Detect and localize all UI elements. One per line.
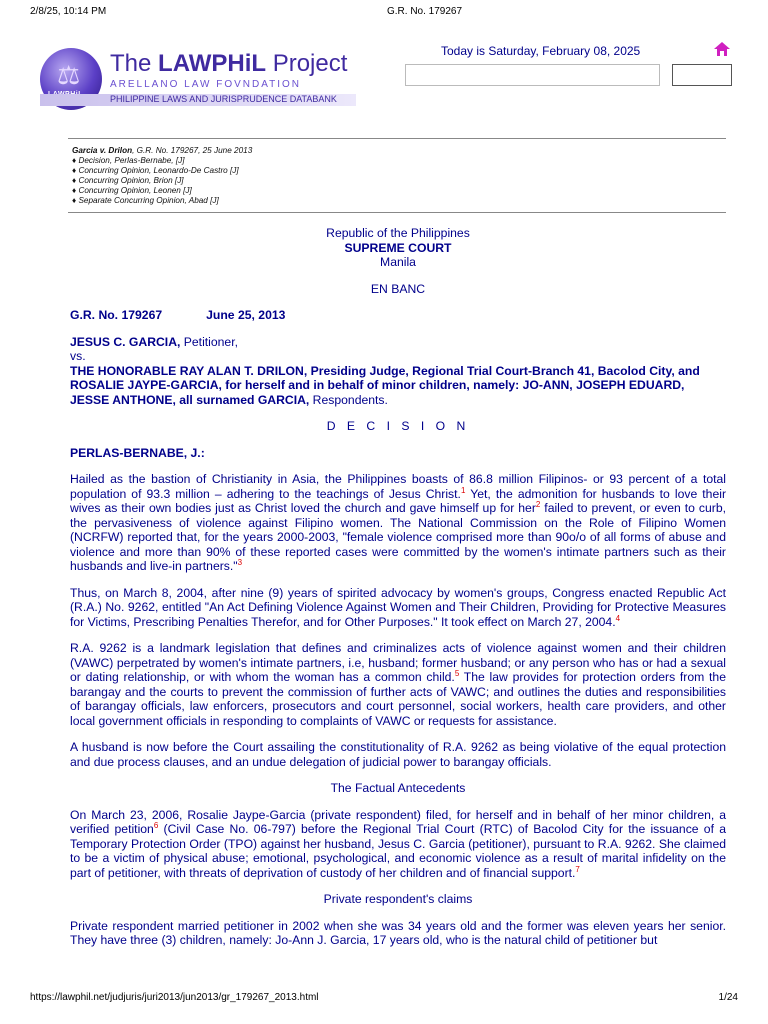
- court-line-3: Manila: [380, 255, 416, 269]
- court-line-1: Republic of the Philippines: [326, 226, 470, 240]
- paragraph-5: On March 23, 2006, Rosalie Jaype-Garcia (private respondent) filed, for herself and in behalf of her minor children, a verified petition$^6$ (Civil Case No. 06-797) before the Regional Trial Court (RTC) of Bacolod City for the issuance of a Temporary Protection Order (TPO) against her husband, Jesus C. Garcia (petitioner), pursuant to R.A. 9262. She claimed to be a victim of physical abuse; emotional, psychological, and economic violence as a result of marital infidelity on the part of petitioner, with threats of deprivation of custody of her children and of financial support.$^7$: [70, 807, 726, 880]
- case-list-header: Garcia v. Drilon, G.R. No. 179267, 25 June 2013: [72, 146, 253, 155]
- footnote-link-7[interactable]: 7: [575, 864, 580, 874]
- paragraph-4: A husband is now before the Court assailing the constitutionality of R.A. 9262 as being violative of the equal protection and due process clauses, and an undue delegation of judicial power to barangay officials.: [70, 740, 726, 769]
- lawphil-logo[interactable]: [40, 48, 360, 110]
- search-input[interactable]: [405, 64, 660, 86]
- print-datetime: 2/8/25, 10:14 PM: [30, 6, 107, 17]
- opinion-link-1[interactable]: ♦ Decision, Perlas-Bernabe, [J]: [72, 156, 185, 165]
- databank-band: PHILIPPINE LAWS AND JURISPRUDENCE DATABANK: [40, 94, 356, 106]
- case-opinions-list: [72, 146, 252, 206]
- court-line-2: SUPREME COURT: [344, 240, 452, 255]
- heading-private-respondent-claims: Private respondent's claims: [323, 892, 473, 906]
- print-url: https://lawphil.net/judjuris/juri2013/jun2013/gr_179267_2013.html: [30, 992, 319, 1003]
- respondents: THE HONORABLE RAY ALAN T. DRILON, Presiding Judge, Regional Trial Court-Branch 41, Bacolod City, and ROSALIE JAYPE-GARCIA, for herself and in behalf of minor children, namely: JO-ANN, JOSEPH EDUARD, JESSE ANTHONE, all surnamed GARCIA, Respondents.: [70, 363, 700, 407]
- footnote-link-2[interactable]: 2: [535, 499, 541, 509]
- footnote-link-5[interactable]: 5: [454, 668, 460, 678]
- print-doc-title: G.R. No. 179267: [387, 6, 463, 17]
- divider-top: [68, 138, 726, 139]
- paragraph-3: R.A. 9262 is a landmark legislation that defines and criminalizes acts of violence against women and their children (VAWC) perpetrated by women's intimate partners, i.e, husband; former husband; or any person who has or had a sexual or dating relationship, or with whom the woman has a common child.$^5$ The law provides for protection orders from the barangay and the courts to prevent the commission of further acts of VAWC; and outlines the duties and responsibilities of barangay officials, law enforcers, prosecutors and court personnel, social workers, health care providers, and other local government officials in responding to complaints of VAWC or requests for assistance.: [70, 641, 726, 728]
- print-page-number: 1/24: [718, 992, 738, 1003]
- search-button[interactable]: [672, 64, 732, 86]
- versus: vs.: [70, 349, 86, 363]
- case-number-line: G.R. No. 179267 June 25, 2013: [70, 308, 286, 322]
- divider-bottom: [68, 212, 726, 213]
- footnote-link-1[interactable]: 1: [460, 485, 466, 495]
- site-title: The LAWPHiL Project: [110, 50, 348, 77]
- today-date: Today is Saturday, February 08, 2025: [441, 44, 641, 58]
- opinion-link-4[interactable]: ♦ Concurring Opinion, Leonen [J]: [72, 186, 192, 195]
- home-icon[interactable]: [714, 42, 730, 56]
- footnote-link-4[interactable]: 4: [615, 613, 621, 623]
- footnote-link-3[interactable]: 3: [237, 557, 243, 567]
- footnote-link-6[interactable]: 6: [153, 820, 159, 830]
- en-banc: EN BANC: [370, 281, 426, 296]
- opinion-link-3[interactable]: ♦ Concurring Opinion, Brion [J]: [72, 176, 184, 185]
- paragraph-2: Thus, on March 8, 2004, after nine (9) years of spirited advocacy by women's groups, Congress enacted Republic Act (R.A.) No. 9262, entitled "An Act Defining Violence Against Women and Their Children, Providing for Protective Measures for Victims, Prescribing Penalties Therefor, and for Other Purposes." It took effect on March 27, 2004.$^4$: [70, 585, 726, 629]
- opinion-link-5[interactable]: ♦ Separate Concurring Opinion, Abad [J]: [72, 196, 219, 205]
- petitioner: JESUS C. GARCIA, Petitioner,: [70, 334, 238, 349]
- ponente: PERLAS-BERNABE, J.:: [70, 445, 205, 460]
- foundation-name: ARELLANO LAW FOVNDATION: [110, 79, 302, 90]
- heading-factual-antecedents: The Factual Antecedents: [330, 781, 466, 795]
- paragraph-6: Private respondent married petitioner in 2002 when she was 34 years old and the former was eleven years her senior. They have three (3) children, namely: Jo-Ann J. Garcia, 17 years old, who is the natural child of petitioner but: [70, 918, 726, 947]
- scales-icon: ⚖: [57, 60, 81, 90]
- decision-content: [70, 226, 726, 948]
- paragraph-1: Hailed as the bastion of Christianity in Asia, the Philippines boasts of 86.8 million Filipinos- or 93 percent of a total population of 93.3 million – adhering to the teachings of Jesus Christ.$^1$ Yet, the admonition for husbands to love their wives as their own bodies just as Christ loved the church and gave himself up for her$^2$ failed to prevent, or even to curb, the pervasiveness of violence against Filipino women. The National Commission on the Role of Filipino Women (NCRFW) reported that, for the years 2000-2003, "female violence comprised more than 90o/o of all forms of abuse and violence and more than 90% of these reported cases were committed by the women's intimate partners such as their husbands and live-in partners."$^3$: [70, 472, 727, 573]
- decision-heading: D E C I S I O N: [326, 419, 470, 433]
- opinion-link-2[interactable]: ♦ Concurring Opinion, Leonardo-De Castro [J]: [72, 166, 239, 175]
